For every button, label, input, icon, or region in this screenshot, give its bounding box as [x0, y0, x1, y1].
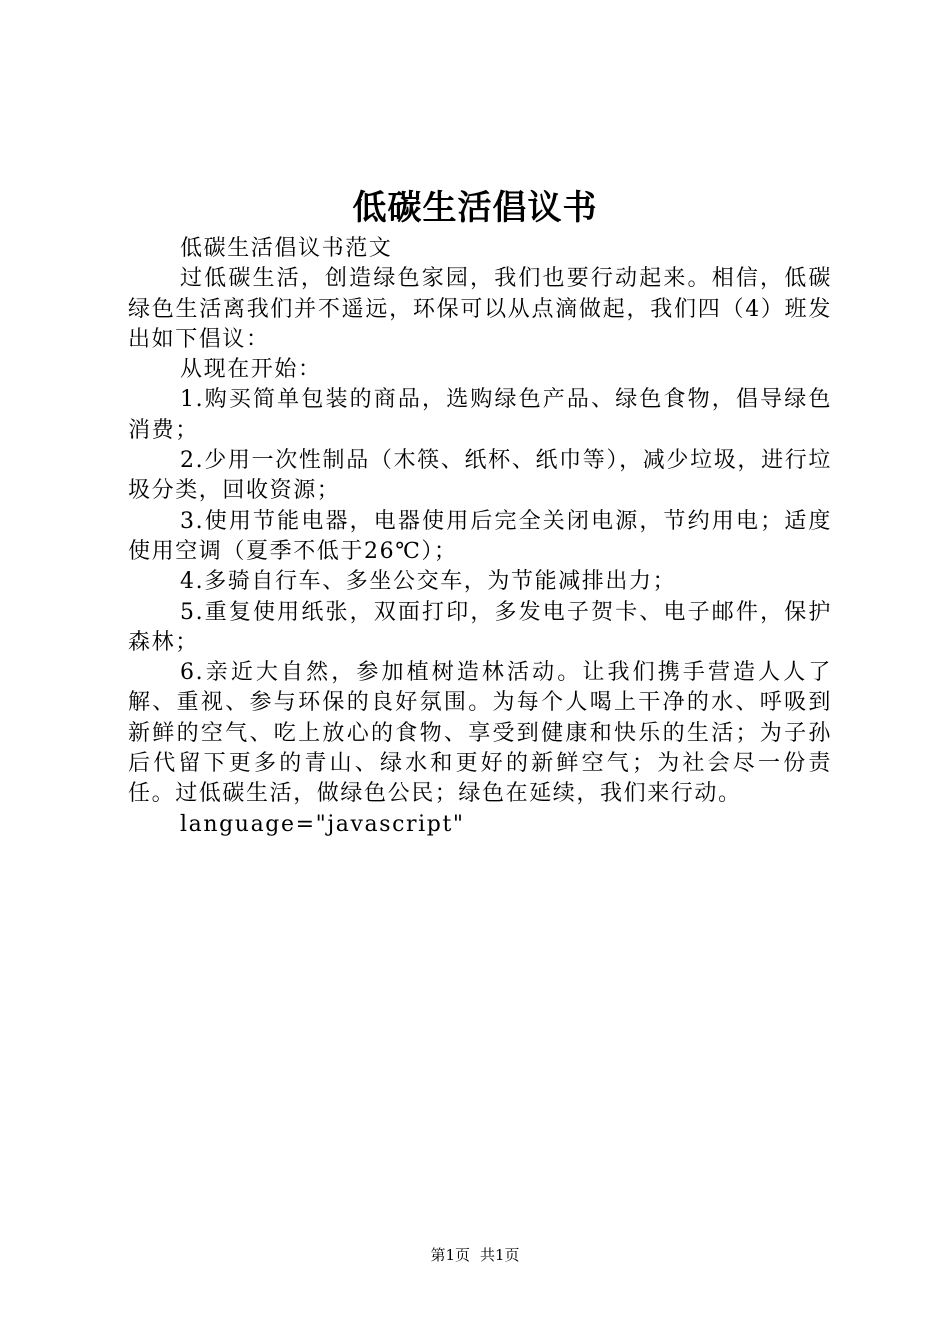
paragraph-item-3: 3.使用节能电器，电器使用后完全关闭电源，节约用电；适度使用空调（夏季不低于26℃）； [128, 508, 832, 564]
paragraph-item-1: 1.购买简单包装的商品，选购绿色产品、绿色食物，倡导绿色消费； [128, 387, 832, 443]
page-footer [0, 1244, 950, 1266]
paragraph-code-note: language="javascript" [180, 811, 465, 837]
page-number-current: 第1页 [430, 1246, 470, 1264]
paragraph-item-4: 4.多骑自行车、多坐公交车，为节能减排出力； [180, 569, 677, 595]
paragraph-start: 从现在开始： [180, 357, 322, 383]
paragraph-item-5: 5.重复使用纸张，双面打印，多发电子贺卡、电子邮件，保护森林； [128, 599, 832, 655]
paragraph-subtitle: 低碳生活倡议书范文 [180, 236, 393, 261]
document-title: 低碳生活倡议书 [352, 188, 598, 228]
page-number-total: 共1页 [480, 1246, 520, 1264]
paragraph-item-6: 6.亲近大自然，参加植树造林活动。让我们携手营造人人了解、重视、参与环保的良好氛围。为每个人喝上干净的水、呼吸到新鲜的空气、吃上放心的食物、享受到健康和快乐的生活；为子孙后代留下更多的青山、绿水和更好的新鲜空气；为社会尽一份责任。过低碳生活，做绿色公民；绿色在延续，我们来行动。 [128, 660, 832, 807]
paragraph-intro: 过低碳生活，创造绿色家园，我们也要行动起来。相信，低碳绿色生活离我们并不遥远，环保可以从点滴做起，我们四（4）班发出如下倡议： [128, 266, 832, 352]
document-body [128, 234, 832, 840]
paragraph-item-2: 2.少用一次性制品（木筷、纸杯、纸巾等），减少垃圾，进行垃圾分类，回收资源； [128, 448, 832, 504]
